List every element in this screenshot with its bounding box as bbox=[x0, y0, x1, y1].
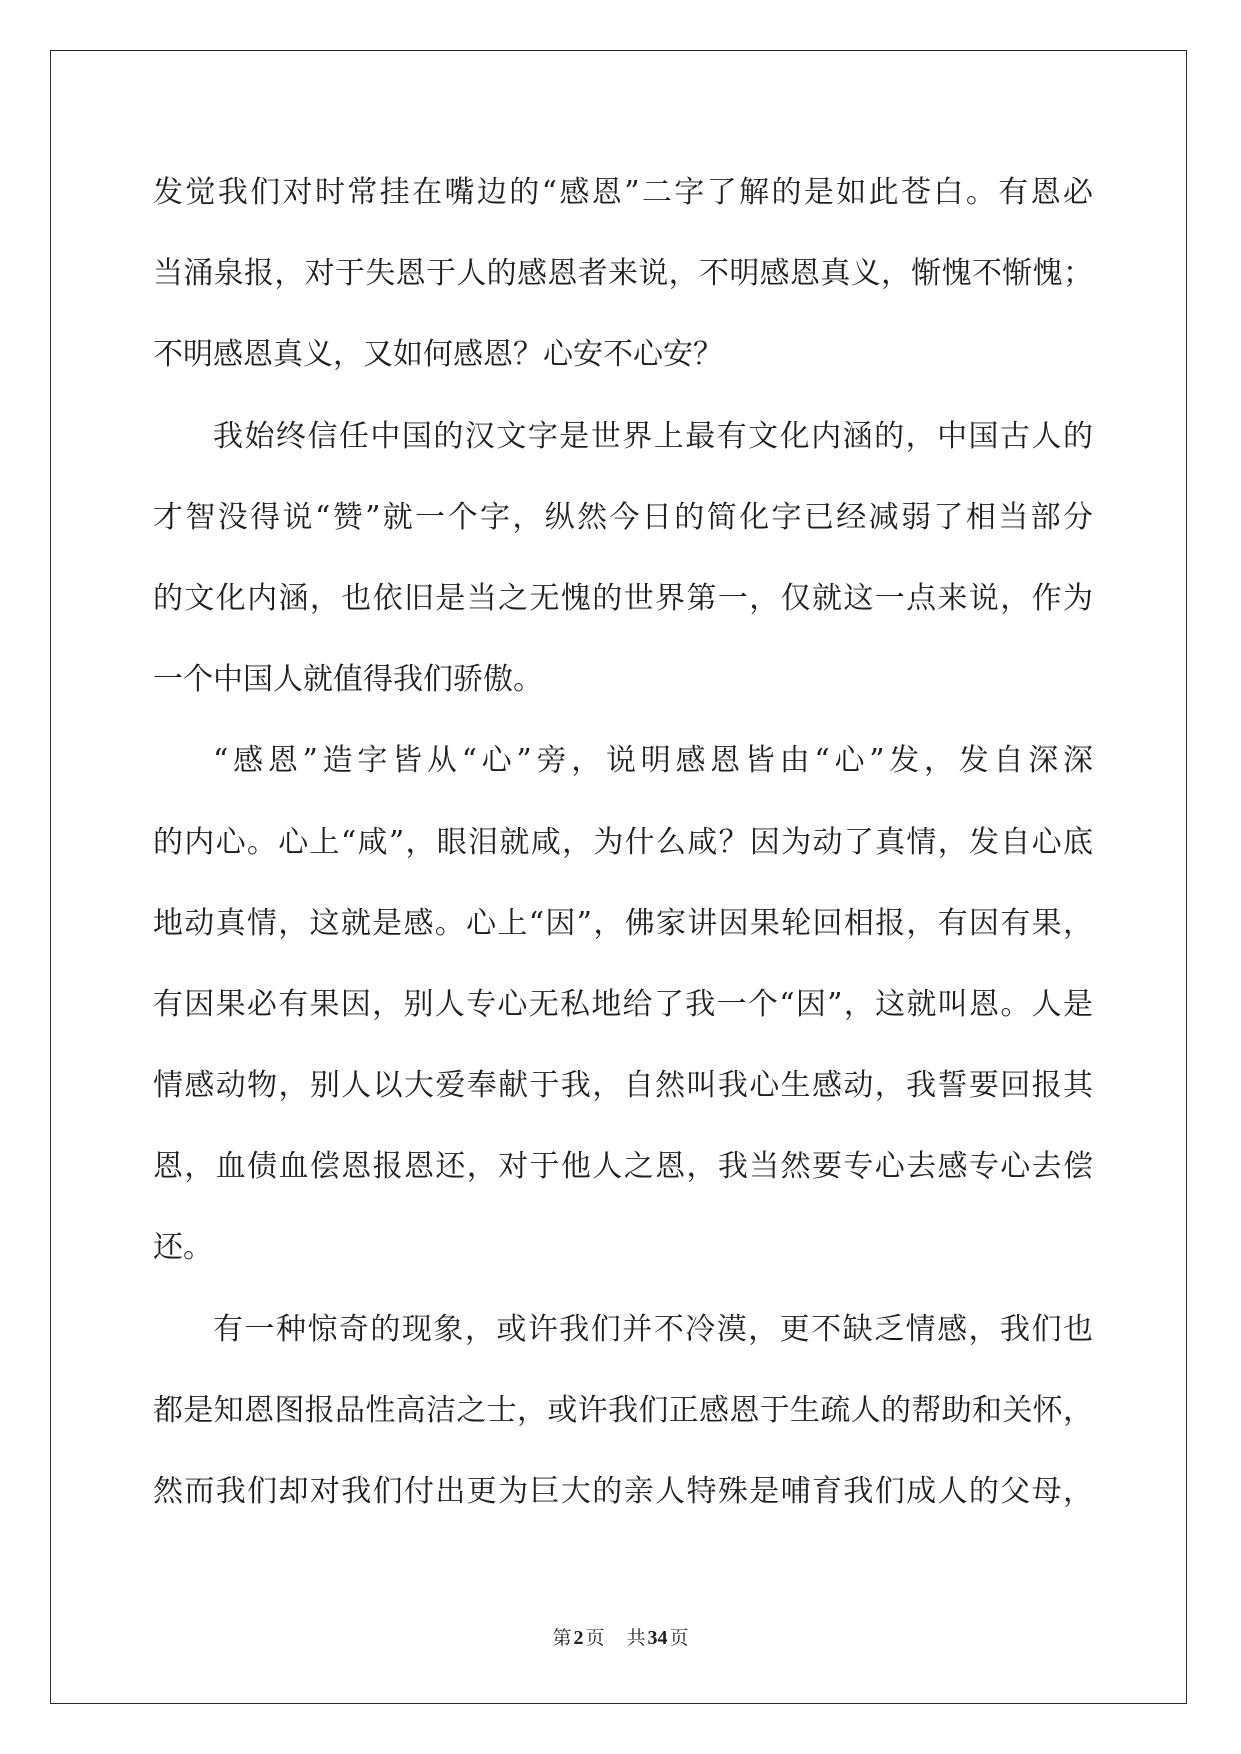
text-line: 才智没得说“赞”就一个字，纵然今日的简化字已经减弱了相当部分 bbox=[153, 499, 1093, 535]
text-line: 有因果必有果因，别人专心无私地给了我一个“因”，这就叫恩。人是 bbox=[153, 986, 1093, 1022]
text-line: 都是知恩图报品性高洁之士，或许我们正感恩于生疏人的帮助和关怀， bbox=[153, 1392, 1093, 1428]
text-line: 然而我们却对我们付出更为巨大的亲人特殊是哺育我们成人的父母， bbox=[153, 1474, 1093, 1509]
text-line: 有一种惊奇的现象，或许我们并不冷漠，更不缺乏情感，我们也 bbox=[213, 1311, 1093, 1347]
text-line: “感恩”造字皆从“心”旁，说明感恩皆由“心”发，发自深深 bbox=[213, 743, 1093, 779]
text-line: 的文化内涵，也依旧是当之无愧的世界第一，仅就这一点来说，作为 bbox=[153, 580, 1093, 616]
page-number-prefix: 第 bbox=[552, 1627, 572, 1649]
total-pages: 34 bbox=[647, 1627, 668, 1649]
total-pages-prefix: 共 bbox=[626, 1627, 646, 1649]
text-line: 我始终信任中国的汉文字是世界上最有文化内涵的，中国古人的 bbox=[213, 418, 1093, 454]
paragraph bbox=[153, 1289, 1093, 1533]
text-line: 地动真情，这就是感。心上“因”，佛家讲因果轮回相报，有因有果， bbox=[153, 905, 1093, 941]
text-line: 的内心。心上“咸”，眼泪就咸，为什么咸？因为动了真情，发自心底 bbox=[153, 824, 1093, 860]
paragraph bbox=[153, 152, 1093, 396]
text-line: 恩，血债血偿恩报恩还，对于他人之恩，我当然要专心去感专心去偿 bbox=[153, 1149, 1093, 1185]
page-number: 2 bbox=[573, 1627, 584, 1649]
document-body bbox=[153, 152, 1093, 1532]
text-line: 当涌泉报，对于失恩于人的感恩者来说，不明感恩真义，惭愧不惭愧； bbox=[153, 256, 1093, 292]
text-line: 不明感恩真义，又如何感恩？心安不心安？ bbox=[153, 337, 723, 373]
total-pages-suffix: 页 bbox=[669, 1627, 689, 1649]
page-footer bbox=[0, 1625, 1241, 1651]
text-line: 一个中国人就值得我们骄傲。 bbox=[153, 662, 543, 698]
paragraph bbox=[153, 720, 1093, 1288]
text-line: 发觉我们对时常挂在嘴边的“感恩”二字了解的是如此苍白。有恩必 bbox=[153, 175, 1093, 210]
text-line: 还。 bbox=[153, 1230, 213, 1266]
page-number-suffix: 页 bbox=[585, 1627, 605, 1649]
paragraph bbox=[153, 396, 1093, 721]
text-line: 情感动物，别人以大爱奉献于我，自然叫我心生感动，我誓要回报其 bbox=[153, 1068, 1093, 1104]
